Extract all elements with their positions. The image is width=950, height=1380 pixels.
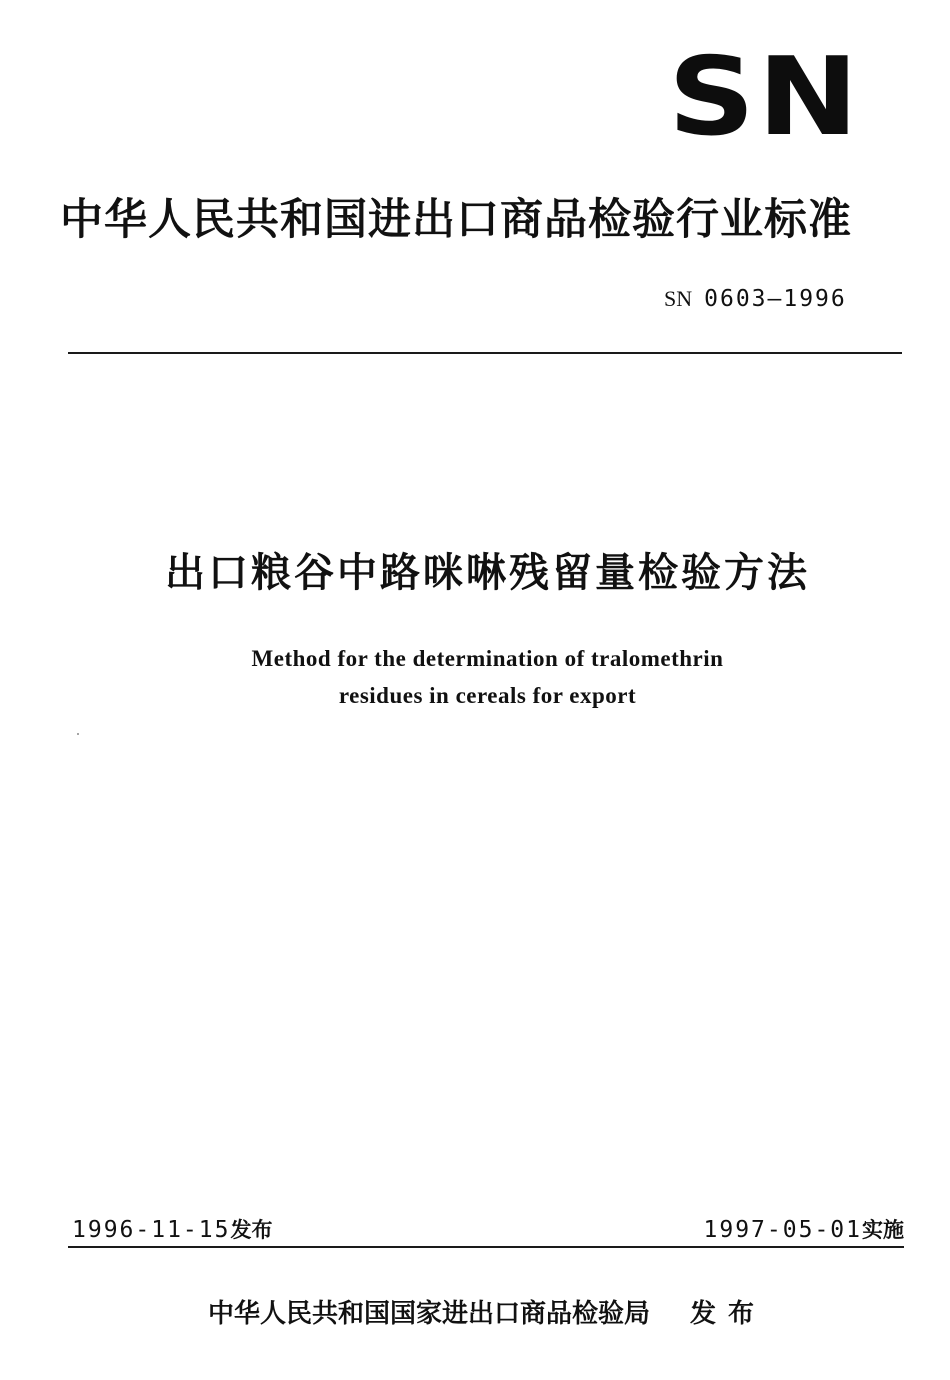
issue-date: 1996-11-15 [72, 1217, 231, 1243]
publisher-line [208, 1294, 766, 1334]
english-title-line-2: residues in cereals for export [338, 683, 637, 708]
english-title-line-1: Method for the determination of tralomethrin [251, 646, 724, 671]
sn-logo: SN [668, 35, 861, 160]
issuer-action: 发布 [690, 1299, 767, 1329]
implementation-date-label: 实施 [862, 1218, 904, 1242]
issue-date-block [72, 1214, 272, 1246]
bottom-divider [68, 1246, 904, 1248]
top-divider [68, 352, 902, 354]
implementation-date-block [704, 1214, 904, 1246]
standard-code-prefix: SN [664, 286, 693, 311]
implementation-date: 1997-05-01 [703, 1217, 862, 1243]
standard-code [664, 284, 847, 314]
document-title-chinese: 出口粮谷中路咪啉残留量检验方法 [165, 550, 810, 596]
organization-title: 中华人民共和国进出口商品检验行业标准 [60, 195, 852, 245]
issue-date-label: 发布 [230, 1218, 273, 1242]
issuer-name: 中华人民共和国国家进出口商品检验局 [208, 1299, 651, 1329]
scan-speck [77, 733, 79, 735]
document-title-english [0, 640, 950, 714]
standard-code-number: 0603—1996 [704, 286, 847, 312]
